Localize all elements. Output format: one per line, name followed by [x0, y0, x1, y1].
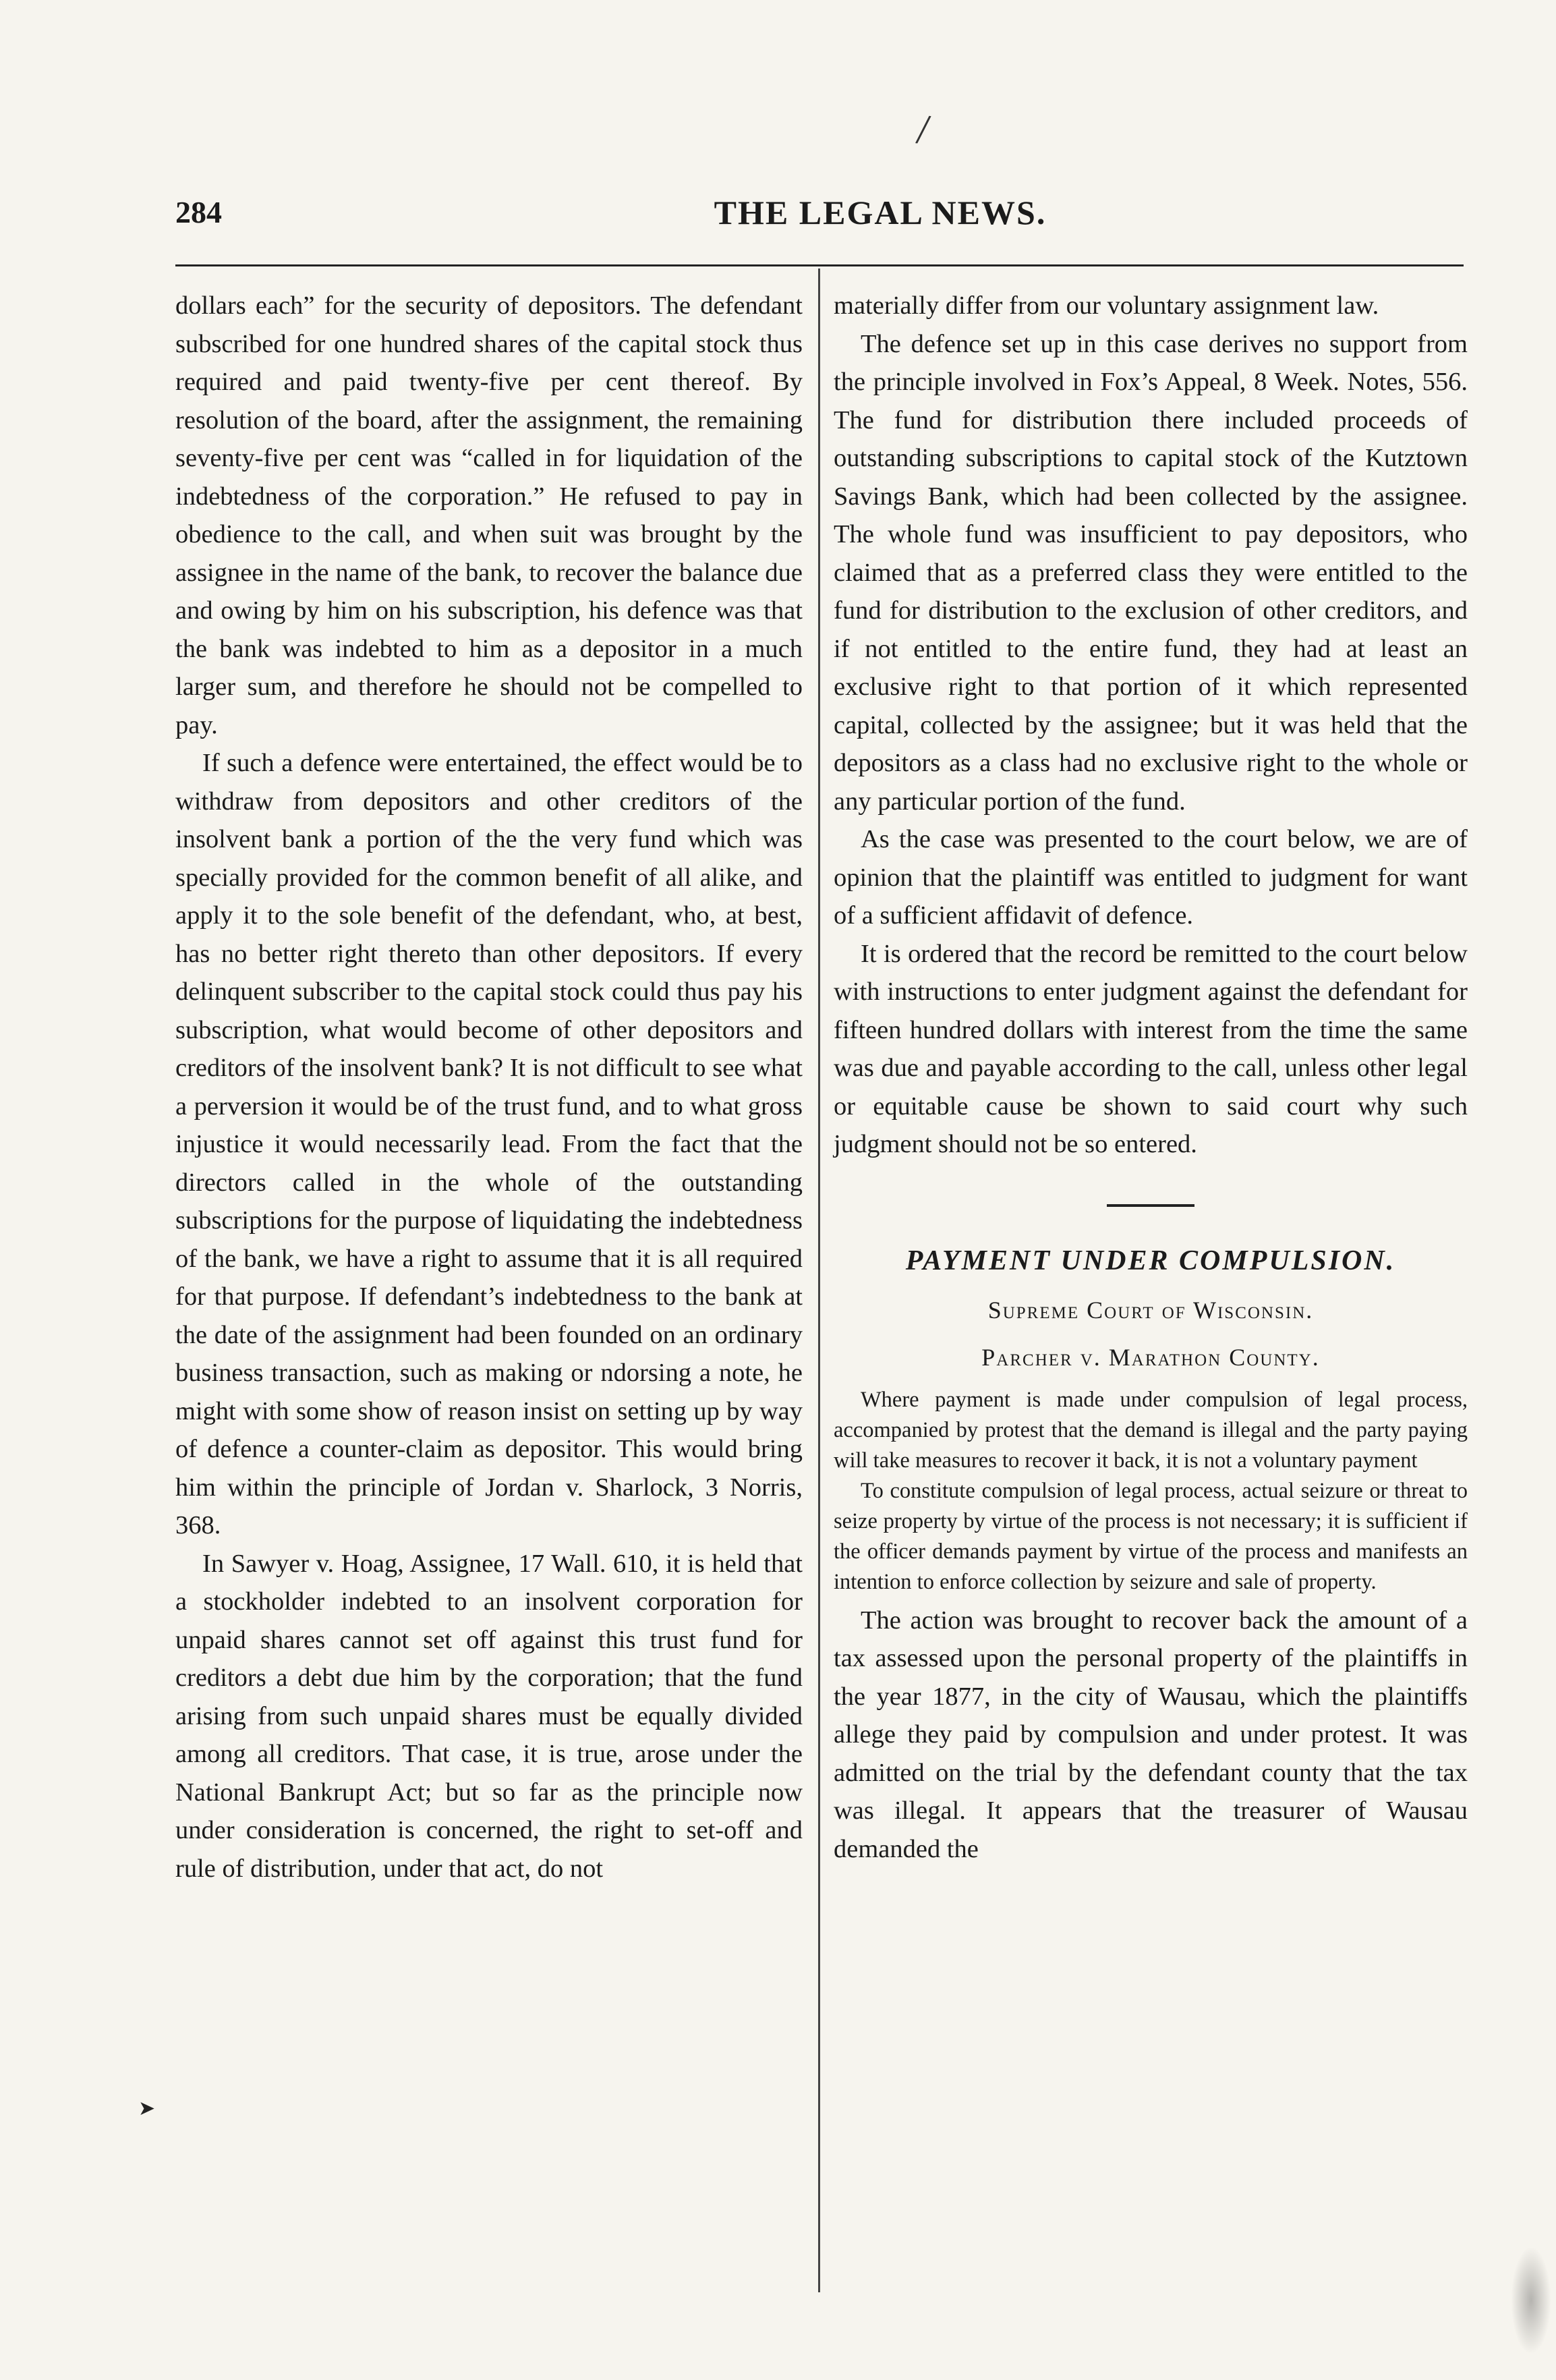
- left-paragraph-2: If such a defence were entertained, the effect would be to withdraw from depositors and other creditors of the insolvent bank a portion of the the very fund which was specially provided for the common benefit of all alike, and apply it to the sole benefit of the defendant, who, at best, has no better right thereto than other depositors. If every delinquent subscriber to the capital stock could thus pay his subscription, what would become of other depositors and creditors of the insolvent bank? It is not difficult to see what a perversion it would be of the trust fund, and to what gross injustice it would necessarily lead. From the fact that the directors called in the whole of the outstanding subscriptions for the purpose of liquidating the indebtedness of the bank, we have a right to assume that it is all required for that purpose. If defendant’s indebtedness to the bank at the date of the assignment had been founded on an ordinary business transaction, such as making or ndorsing a note, he might with some show of reason insist on setting up by way of defence a counter-claim as depositor. This would bring him within the principle of Jordan v. Sharlock, 3 Norris, 368.: [175, 749, 803, 1539]
- edge-smudge: [1511, 2246, 1551, 2354]
- left-column: [175, 287, 803, 1888]
- right-column: [834, 287, 1468, 1868]
- section-divider: [1107, 1204, 1194, 1207]
- right-paragraph-1: materially differ from our voluntary assignment law.: [834, 291, 1379, 320]
- left-paragraph-1: dollars each” for the security of depositors. The defendant subscribed for one hundred shares of the capital stock thus required and paid twenty-five per cent thereof. By resolution of the board, after the assignment, the remaining seventy-five per cent was “called in for liquidation of the indebtedness of the corporation.” He refused to pay in obedience to the call, and when suit was brought by the assignee in the name of the bank, to recover the balance due and owing by him on his subscription, his defence was that the bank was indebted to him as a depositor in a much larger sum, and therefore he should not be compelled to pay.: [175, 291, 803, 739]
- running-head: [175, 190, 1464, 237]
- headnote-2: To constitute compulsion of legal process, actual seizure or threat to seize property by virtue of the process is not necessary; it is sufficient if the officer demands payment by virtue of the process and manifests an intention to enforce collection by seizure and sale of property.: [834, 1478, 1468, 1594]
- case-parties: Parcher v. Marathon County.: [981, 1343, 1320, 1371]
- right-paragraph-5: The action was brought to recover back the amount of a tax assessed upon the personal property of the plaintiffs in the year 1877, in the city of Wausau, which the plaintiffs allege they paid by compulsion and under protest. It was admitted on the trial by the defendant county that the tax was illegal. It appears that the treasurer of Wausau demanded the: [834, 1606, 1468, 1863]
- journal-title: THE LEGAL NEWS.: [714, 194, 1047, 231]
- left-paragraph-3: In Sawyer v. Hoag, Assignee, 17 Wall. 610, it is held that a stockholder indebted to an insolvent corporation for unpaid shares cannot set off against this trust fund for creditors a debt due him by the corporation; that the fund arising from such unpaid shares must be equally divided among all creditors. That case, it is true, arose under the National Bankrupt Act; but so far as the principle now under consideration is concerned, the right to set-off and rule of distribution, under that act, do not: [175, 1549, 803, 1883]
- right-paragraph-4: It is ordered that the record be remitted to the court below with instructions to enter judgment against the defendant for fifteen hundred dollars with interest from the time the same was due and payable according to the call, unless other legal or equitable cause be shown to said court why such judgment should not be so entered.: [834, 939, 1468, 1158]
- court-name: Supreme Court of Wisconsin.: [987, 1296, 1314, 1324]
- case-heading: PAYMENT UNDER COMPULSION.: [905, 1245, 1396, 1276]
- page-number: 284: [175, 195, 222, 229]
- headnotes: [834, 1385, 1468, 1597]
- stray-pencil-mark: /: [914, 105, 933, 154]
- margin-mark: ➤: [138, 2097, 156, 2120]
- right-paragraph-3: As the case was presented to the court below, we are of opinion that the plaintiff was entitled to judgment for want of a sufficient affidavit of defence.: [834, 825, 1468, 930]
- column-divider: [818, 268, 820, 2292]
- headnote-1: Where payment is made under compulsion of legal process, accompanied by protest that the demand is illegal and the party paying will take measures to recover it back, it is not a voluntary payment: [834, 1387, 1468, 1473]
- right-paragraph-2: The defence set up in this case derives no support from the principle involved in Fox’s Appeal, 8 Week. Notes, 556. The fund for distribution there included proceeds of outstanding subscriptions to capital stock of the Kutztown Savings Bank, which had been collected by the assignee. The whole fund was insufficient to pay depositors, who claimed that as a preferred class they were entitled to the fund for distribution to the exclusion of other creditors, and if not entitled to the entire fund, they had at least an exclusive right to that portion of it which represented capital, collected by the assignee; but it was held that the depositors as a class had no exclusive right to the whole or any particular portion of the fund.: [834, 329, 1468, 816]
- header-rule: [175, 264, 1464, 266]
